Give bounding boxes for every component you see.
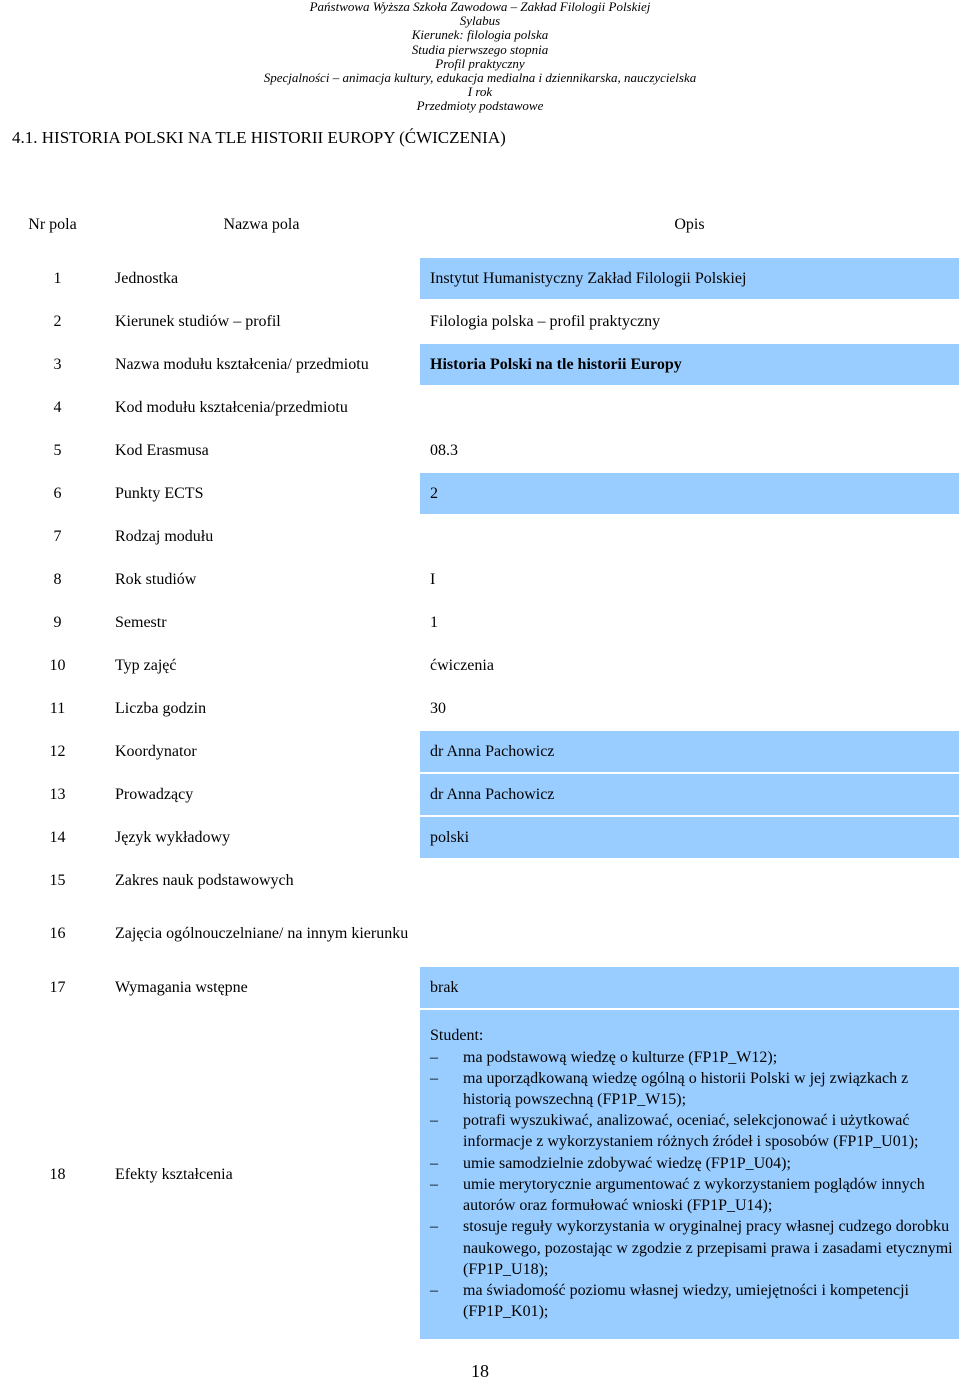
list-item	[430, 1068, 959, 1110]
row-name: Liczba godzin	[104, 687, 419, 730]
row-name: Jednostka	[104, 257, 419, 300]
row-name: Kod Erasmusa	[104, 429, 419, 472]
table-row	[1, 859, 960, 902]
row-name: Kod modułu kształcenia/przedmiotu	[104, 386, 419, 429]
table-row	[1, 515, 960, 558]
row-nr: 8	[1, 558, 104, 601]
row-nr: 4	[1, 386, 104, 429]
row-name: Rok studiów	[104, 558, 419, 601]
row-desc: dr Anna Pachowicz	[419, 730, 960, 773]
row-desc: I	[419, 558, 960, 601]
table-row	[1, 687, 960, 730]
row-nr: 5	[1, 429, 104, 472]
row-name: Zajęcia ogólnouczelniane/ na innym kierunku	[104, 902, 419, 966]
header-name: Nazwa pola	[104, 193, 419, 257]
table-row	[1, 386, 960, 429]
row-desc: Filologia polska – profil praktyczny	[419, 300, 960, 343]
row-desc: brak	[419, 966, 960, 1009]
dash-bullet: –	[430, 1048, 438, 1066]
row-nr: 17	[1, 966, 104, 1009]
row-desc: Instytut Humanistyczny Zakład Filologii Polskiej	[419, 257, 960, 300]
table-row	[1, 343, 960, 386]
learning-outcomes-list	[430, 1047, 959, 1323]
row-name: Kierunek studiów – profil	[104, 300, 419, 343]
row-name: Wymagania wstępne	[104, 966, 419, 1009]
outcome-text: ma uporządkowaną wiedzę ogólną o historii Polski w jej związkach z historią powszechną (FP1P_W15);	[463, 1069, 909, 1109]
row-desc	[419, 386, 960, 429]
table-row	[1, 966, 960, 1009]
row-nr: 9	[1, 601, 104, 644]
row-desc	[419, 902, 960, 966]
document-header	[0, 0, 960, 114]
row-nr: 11	[1, 687, 104, 730]
row-nr: 2	[1, 300, 104, 343]
table-row	[1, 1009, 960, 1340]
header-line-year: I rok	[467, 84, 493, 100]
header-line-field: Kierunek: filologia polska	[411, 27, 549, 43]
table-row	[1, 558, 960, 601]
row-desc: Historia Polski na tle historii Europy	[419, 343, 960, 386]
outcome-text: potrafi wyszukiwać, analizować, oceniać, selekcjonować i użytkować informacje z wykorzystaniem różnych źródeł i sposobów (FP1P_U01);	[463, 1112, 919, 1151]
row-nr: 14	[1, 816, 104, 859]
outcome-text: ma świadomość poziomu własnej wiedzy, umiejętności i kompetencji (FP1P_K01);	[463, 1281, 909, 1321]
header-line-category: Przedmioty podstawowe	[416, 98, 544, 114]
list-item	[430, 1153, 959, 1174]
row-desc	[419, 859, 960, 902]
row-nr: 6	[1, 472, 104, 515]
header-nr: Nr pola	[1, 193, 104, 257]
header-line-profile: Profil praktyczny	[435, 55, 525, 71]
row-desc	[419, 515, 960, 558]
row-desc: 1	[419, 601, 960, 644]
table-row	[1, 730, 960, 773]
list-item	[430, 1110, 959, 1152]
outcome-text: umie merytorycznie argumentować z wykorzystaniem poglądów innych autorów oraz formułować wnioski (FP1P_U14);	[463, 1175, 925, 1215]
table-row	[1, 601, 960, 644]
dash-bullet: –	[430, 1112, 438, 1130]
table-row	[1, 472, 960, 515]
table-row	[1, 644, 960, 687]
table-row	[1, 816, 960, 859]
row-desc: 2	[419, 472, 960, 515]
row-desc: 30	[419, 687, 960, 730]
table-row	[1, 257, 960, 300]
row-desc: dr Anna Pachowicz	[419, 773, 960, 816]
row-name: Zakres nauk podstawowych	[104, 859, 419, 902]
row-name: Język wykładowy	[104, 816, 419, 859]
outcome-text: umie samodzielnie zdobywać wiedzę (FP1P_U04);	[463, 1154, 791, 1172]
header-desc: Opis	[419, 193, 960, 257]
row-nr: 18	[1, 1009, 104, 1340]
header-line-specialties: Specjalności – animacja kultury, edukacja medialna i dziennikarska, nauczycielska	[263, 70, 697, 86]
row-nr: 12	[1, 730, 104, 773]
row-name: Typ zajęć	[104, 644, 419, 687]
dash-bullet: –	[430, 1175, 438, 1193]
header-line-doc-type: Sylabus	[459, 13, 501, 29]
table-row	[1, 773, 960, 816]
header-line-level: Studia pierwszego stopnia	[411, 41, 549, 57]
row-nr: 10	[1, 644, 104, 687]
table-row	[1, 902, 960, 966]
row-nr: 15	[1, 859, 104, 902]
syllabus-table	[0, 192, 960, 1341]
row-desc: polski	[419, 816, 960, 859]
table-row	[1, 429, 960, 472]
row-name: Semestr	[104, 601, 419, 644]
row-nr: 3	[1, 343, 104, 386]
row-name: Prowadzący	[104, 773, 419, 816]
header-line-institution: Państwowa Wyższa Szkoła Zawodowa – Zakład Filologii Polskiej	[309, 0, 651, 14]
row-name: Koordynator	[104, 730, 419, 773]
dash-bullet: –	[430, 1218, 438, 1236]
outcome-text: stosuje reguły wykorzystania w oryginalnej pracy własnej cudzego dorobku naukowego, pozostając w zgodzie z przepisami prawa i zasadami etycznymi (FP1P_U18);	[463, 1218, 953, 1278]
student-label: Student:	[430, 1026, 484, 1044]
list-item	[430, 1174, 959, 1216]
row-nr: 1	[1, 257, 104, 300]
row-nr: 13	[1, 773, 104, 816]
row-desc: ćwiczenia	[419, 644, 960, 687]
list-item	[430, 1216, 959, 1280]
row-nr: 16	[1, 902, 104, 966]
dash-bullet: –	[430, 1069, 438, 1087]
learning-outcomes-cell	[419, 1009, 960, 1340]
table-header-row	[1, 193, 960, 257]
row-name: Nazwa modułu kształcenia/ przedmiotu	[104, 343, 419, 386]
outcome-text: ma podstawową wiedzę o kulturze (FP1P_W12);	[463, 1048, 778, 1066]
list-item	[430, 1047, 959, 1068]
table-row	[1, 300, 960, 343]
section-title: 4.1. HISTORIA POLSKI NA TLE HISTORII EUROPY (ĆWICZENIA)	[12, 128, 506, 147]
list-item	[430, 1280, 959, 1322]
row-desc: 08.3	[419, 429, 960, 472]
dash-bullet: –	[430, 1154, 438, 1172]
dash-bullet: –	[430, 1281, 438, 1299]
row-nr: 7	[1, 515, 104, 558]
row-name: Efekty kształcenia	[104, 1009, 419, 1340]
row-name: Rodzaj modułu	[104, 515, 419, 558]
page-number: 18	[471, 1361, 489, 1381]
row-name: Punkty ECTS	[104, 472, 419, 515]
